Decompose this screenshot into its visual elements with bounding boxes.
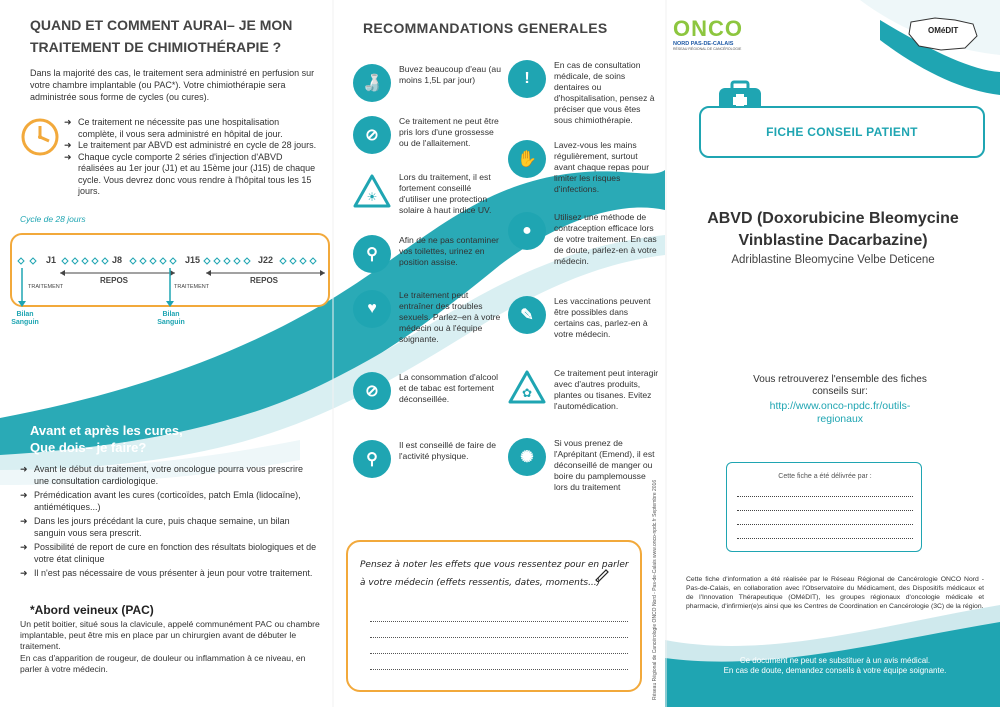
disclaimer-line2: En cas de doute, demandez conseils à votre équipe soignante. xyxy=(723,666,947,675)
reco-item xyxy=(353,64,503,102)
svg-text:☀: ☀ xyxy=(366,190,378,204)
url-link[interactable] xyxy=(690,400,990,426)
cycle-repos-2: REPOS xyxy=(250,276,279,285)
onco-logo-sub: NORD PAS-DE-CALAIS xyxy=(673,41,734,47)
left-title xyxy=(30,14,330,58)
reco-text: Ce traitement peut interagir avec d'autres produits, plantes ou tisanes. Evitez l'automédication. xyxy=(554,368,659,411)
reco-item xyxy=(353,172,503,216)
note-line1: Pensez à noter les effets que vous ressentez pour en parler xyxy=(360,560,629,570)
drug-title-line2: Vinblastine Dacarbazine) xyxy=(738,232,928,249)
svg-text:✿: ✿ xyxy=(521,386,533,400)
onco-logo-sub2: RÉSEAU RÉGIONAL DE CANCÉROLOGIE xyxy=(673,47,742,51)
delivery-line[interactable] xyxy=(737,487,913,497)
sanguin-label: Sanguin xyxy=(11,319,39,326)
avant-bullet: ➜ Prémédication avant les cures (corticoïdes, patch Emla (lidocaïne), antiémétiques...) xyxy=(20,490,320,513)
reco-text: Lors du traitement, il est fortement conseillé d'utiliser une protection solaire à haut indice UV. xyxy=(399,172,492,215)
water-bottle-icon: 🍶 xyxy=(353,64,391,102)
cycle-label: Cycle de 28 jours xyxy=(20,214,86,224)
reco-item xyxy=(508,212,660,267)
reco-item xyxy=(508,60,660,126)
avant-title-line1: Avant et après les cures, xyxy=(30,423,183,438)
avant-title xyxy=(30,422,183,456)
reco-text: Ce traitement ne peut être pris lors d'une grossesse ou de l'allaitement. xyxy=(399,116,499,148)
avant-bullet: ➜ Possibilité de report de cure en fonction des résultats biologiques et de votre état clinique xyxy=(20,542,320,565)
avant-bullets xyxy=(20,464,320,580)
delivery-label: Cette fiche a été délivrée par : xyxy=(778,473,872,480)
left-title-line1: QUAND ET COMMENT AURAI– JE MON xyxy=(30,17,293,33)
cycle-j1: J1 xyxy=(46,255,57,265)
reco-title: RECOMMANDATIONS GENERALES xyxy=(363,20,608,36)
note-line[interactable] xyxy=(370,658,628,670)
url-line2[interactable]: regionaux xyxy=(816,413,864,425)
cycle-traitement-2: TRAITEMENT xyxy=(174,284,210,290)
reco-text: Lavez-vous les mains régulièrement, surtout avant chaque repas pour limiter les risques d'infections. xyxy=(554,140,650,194)
reco-text: Si vous prenez de l'Aprépitant (Emend), il est déconseillé de manger ou boire du pamplemousse lors du traitement xyxy=(554,438,655,492)
plants-warning-icon xyxy=(508,368,546,406)
left-bullets xyxy=(64,117,320,198)
reco-item xyxy=(353,372,503,410)
abord-title: *Abord veineux (PAC) xyxy=(30,603,154,617)
reco-text: La consommation d'alcool et de tabac est fortement déconseillée. xyxy=(399,372,499,404)
left-bullet: ➜ Ce traitement ne nécessite pas une hospitalisation complète, il vous sera administré en hôpital de jour. xyxy=(64,117,320,140)
vertical-credit: Réseau Régional de Cancérologie ONCO Nord - Pas-de-Calais www.onco-npdc.fr Septembre 2016 xyxy=(652,479,658,700)
avant-bullet: ➜ Dans les jours précédant la cure, puis chaque semaine, un bilan sanguin vous sera prescrit. xyxy=(20,516,320,539)
url-line1[interactable]: http://www.onco-npdc.fr/outils- xyxy=(769,400,911,412)
reco-text: Afin de ne pas contaminer vos toilettes, urinez en position assise. xyxy=(399,235,499,267)
retrouver-text xyxy=(690,374,990,398)
delivery-box xyxy=(726,462,922,552)
clock-icon xyxy=(20,117,60,157)
reco-item xyxy=(353,116,503,154)
note-line[interactable] xyxy=(370,626,628,638)
delivery-line[interactable] xyxy=(737,529,913,539)
delivery-line[interactable] xyxy=(737,501,913,511)
omedit-logo: OMéDIT xyxy=(928,26,959,35)
reco-text: En cas de consultation médicale, de soins dentaires ou d'hospitalisation, pensez à préciser que vous êtes sous chimiothérapie. xyxy=(554,60,655,125)
drug-title-line1: ABVD (Doxorubicine Bleomycine xyxy=(707,210,959,227)
reco-item xyxy=(353,235,503,273)
drug-subtitle: Adriblastine Bleomycine Velbe Deticene xyxy=(731,254,935,266)
reco-item xyxy=(353,440,503,478)
disclaimer-line1: Ce document ne peut se substituer à un avis médical. xyxy=(739,656,931,665)
drug-title xyxy=(668,208,998,252)
bilan-sanguin-1 xyxy=(10,311,40,327)
cycle-repos-1: REPOS xyxy=(100,276,129,285)
sanguin-label: Sanguin xyxy=(157,319,185,326)
retrouver-line1: Vous retrouverez l'ensemble des fiches xyxy=(753,374,927,385)
left-bullet: ➜ Le traitement par ABVD est administré en cycle de 28 jours. xyxy=(64,140,320,152)
abord-p1: Un petit boitier, situé sous la clavicule, appelé communément PAC ou chambre implantable, peut être mis en place par un chirurgien avant de débuter le traitement. xyxy=(20,619,320,651)
onco-logo-text: ONCO xyxy=(673,16,743,41)
no-alcohol-tobacco-icon: ⊘ xyxy=(353,372,391,410)
avant-bullet: ➜ Il n'est pas nécessaire de vous présenter à jeun pour votre traitement. xyxy=(20,568,320,580)
note-box xyxy=(346,540,642,692)
retrouver-line2: conseils sur: xyxy=(812,386,868,397)
cyclist-icon: ⚲ xyxy=(353,440,391,478)
avant-title-line2: Que dois– je faire? xyxy=(30,440,147,455)
onco-logo xyxy=(673,16,743,51)
syringe-icon: ✎ xyxy=(508,296,546,334)
fiche-title-box xyxy=(699,106,985,158)
left-title-line2: TRAITEMENT DE CHIMIOTHÉRAPIE ? xyxy=(30,39,282,55)
reco-text: Les vaccinations peuvent être possibles dans certains cas, parlez-en à votre médecin. xyxy=(554,296,651,339)
left-intro: Dans la majorité des cas, le traitement sera administré en perfusion sur votre chambre implantable (ou PAC*). Votre chimiothérapie sera administrée sous forme de cycles (ou cures). xyxy=(30,68,315,102)
left-bullet: ➜ Chaque cycle comporte 2 séries d'injection d'ABVD réalisées au 1er jour (J1) et au 15ème jour (J15) de chaque cycle. Vous devrez donc vous rendre à l'hôpital tous les 15 jours. xyxy=(64,152,320,198)
note-line2: à votre médecin (effets ressentis, dates, moments...) xyxy=(360,578,601,588)
reco-text: Buvez beaucoup d'eau (au moins 1,5L par jour) xyxy=(399,64,501,85)
note-line[interactable] xyxy=(370,610,628,622)
cycle-j15: J15 xyxy=(185,255,201,265)
abord-p2: En cas d'apparition de rougeur, de douleur ou inflammation à ce niveau, en parler à votre médecin. xyxy=(20,653,306,674)
avant-bullet: ➜ Avant le début du traitement, votre oncologue pourra vous prescrire une consultation cardiologique. xyxy=(20,464,320,487)
bilan-label: Bilan xyxy=(162,311,180,318)
credits-text: Cette fiche d'information a été réalisée par le Réseau Régional de Cancérologie ONCO Nord - Pas-de-Calais, en collaboration avec l'Observatoire du Médicament, des Dispositifs médicaux et de l'Innovation Thérapeutique (OMéDIT), les groupes régionaux d'oncologie médicale et pharmacie, d'infirmier(e)s ainsi que les Centres de Coordination en Cancérologie (3C) de la région. xyxy=(686,576,984,610)
delivery-line[interactable] xyxy=(737,515,913,525)
bilan-sanguin-2 xyxy=(156,311,186,327)
grapefruit-icon: ✺ xyxy=(508,438,546,476)
reco-item xyxy=(508,296,660,340)
pencil-icon xyxy=(594,568,610,582)
reco-text: Utilisez une méthode de contraception efficace lors de votre traitement. En cas de doute, parlez-en à votre médecin. xyxy=(554,212,657,266)
toilet-icon: ⚲ xyxy=(353,235,391,273)
reco-item xyxy=(353,290,503,345)
reco-item xyxy=(508,368,660,412)
reco-item xyxy=(508,438,660,493)
heart-icon: ♥ xyxy=(353,290,391,328)
reco-text: Le traitement peut entraîner des troubles sexuels. Parlez–en à votre médecin ou à l'équipe soignante. xyxy=(399,290,501,344)
fiche-title: FICHE CONSEIL PATIENT xyxy=(766,125,918,139)
disclaimer xyxy=(680,656,990,676)
contraception-icon: ● xyxy=(508,212,546,250)
bilan-label: Bilan xyxy=(16,311,34,318)
sun-warning-icon xyxy=(353,172,391,210)
exclamation-icon: ! xyxy=(508,60,546,98)
cycle-traitement-1: TRAITEMENT xyxy=(28,284,64,290)
reco-text: Il est conseillé de faire de l'activité physique. xyxy=(399,440,496,461)
reco-item xyxy=(508,140,660,195)
cycle-j22: J22 xyxy=(258,255,274,265)
no-pregnancy-icon: ⊘ xyxy=(353,116,391,154)
hand-washing-icon: ✋ xyxy=(508,140,546,178)
note-line[interactable] xyxy=(370,642,628,654)
cycle-j8: J8 xyxy=(112,255,123,265)
